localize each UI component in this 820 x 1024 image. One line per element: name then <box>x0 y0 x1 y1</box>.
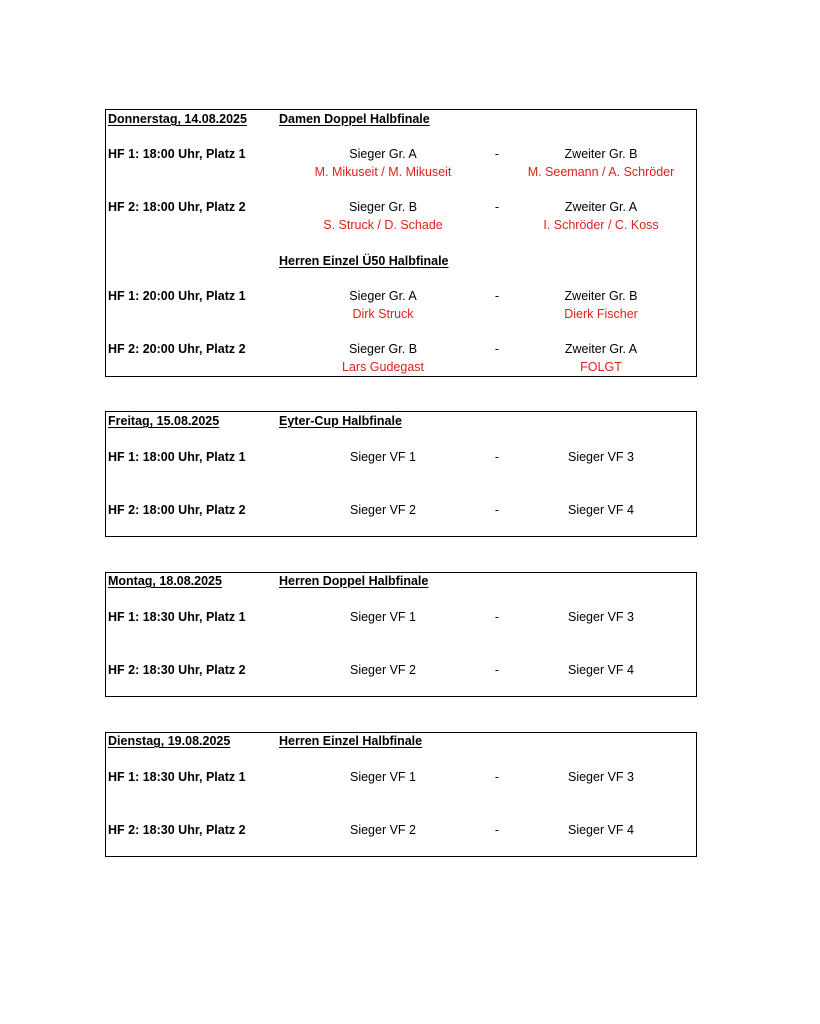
match-slot: HF 1: 18:00 Uhr, Platz 1 <box>108 147 246 161</box>
match-slot: HF 2: 18:30 Uhr, Platz 2 <box>108 663 246 677</box>
section-title: Damen Doppel Halbfinale <box>279 112 430 126</box>
match-slot: HF 1: 18:30 Uhr, Platz 1 <box>108 770 246 784</box>
match-away: Zweiter Gr. A <box>564 200 638 214</box>
match-separator: - <box>494 503 500 517</box>
day-date: Donnerstag, 14.08.2025 <box>108 112 247 126</box>
match-home: Sieger VF 1 <box>349 610 417 624</box>
match-separator: - <box>494 663 500 677</box>
match-slot: HF 2: 18:00 Uhr, Platz 2 <box>108 200 246 214</box>
match-slot: HF 2: 18:30 Uhr, Platz 2 <box>108 823 246 837</box>
match-separator: - <box>494 342 500 356</box>
schedule-box-tuesday <box>105 732 697 857</box>
schedule-box-monday <box>105 572 697 697</box>
match-separator: - <box>494 289 500 303</box>
away-players: I. Schröder / C. Koss <box>543 218 659 232</box>
match-home: Sieger VF 1 <box>349 770 417 784</box>
home-players: M. Mikuseit / M. Mikuseit <box>314 165 452 179</box>
match-home: Sieger Gr. A <box>349 289 417 303</box>
home-players: Dirk Struck <box>352 307 414 321</box>
away-players: M. Seemann / A. Schröder <box>527 165 675 179</box>
match-away: Sieger VF 3 <box>567 450 635 464</box>
match-home: Sieger Gr. A <box>349 147 417 161</box>
schedule-box-friday <box>105 411 697 537</box>
match-home: Sieger Gr. B <box>348 342 418 356</box>
match-slot: HF 1: 20:00 Uhr, Platz 1 <box>108 289 246 303</box>
home-players: Lars Gudegast <box>342 360 424 374</box>
match-home: Sieger VF 2 <box>349 503 417 517</box>
match-away: Sieger VF 3 <box>567 610 635 624</box>
section-title: Eyter-Cup Halbfinale <box>279 414 402 428</box>
match-slot: HF 2: 18:00 Uhr, Platz 2 <box>108 503 246 517</box>
match-away: Sieger VF 4 <box>567 663 635 677</box>
day-date: Montag, 18.08.2025 <box>108 574 222 588</box>
match-home: Sieger VF 1 <box>349 450 417 464</box>
home-players: S. Struck / D. Schade <box>323 218 443 232</box>
match-away: Zweiter Gr. B <box>564 289 638 303</box>
match-slot: HF 2: 20:00 Uhr, Platz 2 <box>108 342 246 356</box>
day-date: Freitag, 15.08.2025 <box>108 414 220 428</box>
match-separator: - <box>494 450 500 464</box>
match-away: Zweiter Gr. B <box>564 147 638 161</box>
match-home: Sieger VF 2 <box>349 823 417 837</box>
match-slot: HF 1: 18:30 Uhr, Platz 1 <box>108 610 246 624</box>
match-separator: - <box>494 823 500 837</box>
match-home: Sieger Gr. B <box>348 200 418 214</box>
match-separator: - <box>494 200 500 214</box>
section-title: Herren Doppel Halbfinale <box>279 574 429 588</box>
match-separator: - <box>494 610 500 624</box>
match-away: Sieger VF 3 <box>567 770 635 784</box>
section-title: Herren Einzel Ü50 Halbfinale <box>279 254 449 268</box>
day-date: Dienstag, 19.08.2025 <box>108 734 231 748</box>
match-away: Sieger VF 4 <box>567 823 635 837</box>
away-players: Dierk Fischer <box>564 307 638 321</box>
match-away: Zweiter Gr. A <box>564 342 638 356</box>
away-players: FOLGT <box>580 360 622 374</box>
match-separator: - <box>494 770 500 784</box>
match-home: Sieger VF 2 <box>349 663 417 677</box>
match-separator: - <box>494 147 500 161</box>
match-slot: HF 1: 18:00 Uhr, Platz 1 <box>108 450 246 464</box>
section-title: Herren Einzel Halbfinale <box>279 734 423 748</box>
match-away: Sieger VF 4 <box>567 503 635 517</box>
